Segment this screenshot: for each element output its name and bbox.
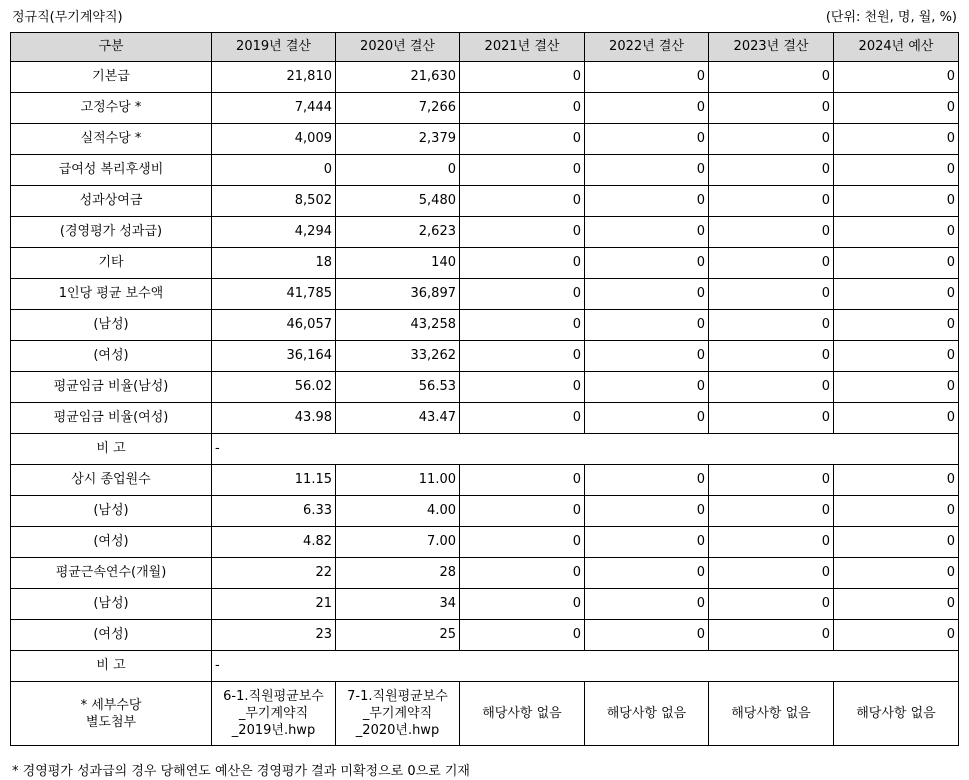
- value-cell: 0: [585, 124, 709, 155]
- value-cell: 36,897: [336, 279, 460, 310]
- value-cell: 7,444: [212, 93, 336, 124]
- row-label: 고정수당 *: [11, 93, 212, 124]
- file-name-line: 7-1.직원평균보수: [347, 689, 448, 704]
- row-label: (남성): [11, 589, 212, 620]
- value-cell: 0: [709, 589, 834, 620]
- value-cell: 4.82: [212, 527, 336, 558]
- value-cell: 0: [585, 496, 709, 527]
- attachment-none: 해당사항 없음: [585, 682, 709, 746]
- value-cell: 0: [709, 279, 834, 310]
- value-cell: 0: [709, 620, 834, 651]
- value-cell: 0: [585, 217, 709, 248]
- value-cell: 6.33: [212, 496, 336, 527]
- note-row: [11, 434, 959, 465]
- row-label: 비 고: [11, 651, 212, 682]
- value-cell: 0: [834, 465, 959, 496]
- value-cell: 0: [460, 279, 585, 310]
- row-label: 1인당 평균 보수액: [11, 279, 212, 310]
- table-row: [11, 372, 959, 403]
- value-cell: 0: [585, 186, 709, 217]
- value-cell: 0: [585, 155, 709, 186]
- value-cell: 0: [585, 465, 709, 496]
- value-cell: 0: [834, 496, 959, 527]
- value-cell: 2,623: [336, 217, 460, 248]
- table-row: [11, 310, 959, 341]
- value-cell: 18: [212, 248, 336, 279]
- table-row: [11, 620, 959, 651]
- row-label: 실적수당 *: [11, 124, 212, 155]
- value-cell: 0: [834, 93, 959, 124]
- table-row: [11, 186, 959, 217]
- value-cell: 0: [460, 217, 585, 248]
- value-cell: 0: [834, 124, 959, 155]
- file-name-line: 6-1.직원평균보수: [223, 689, 324, 704]
- value-cell: 0: [585, 62, 709, 93]
- value-cell: 0: [585, 248, 709, 279]
- row-label: (남성): [11, 310, 212, 341]
- attachment-file-2019[interactable]: [212, 682, 336, 746]
- value-cell: 4,294: [212, 217, 336, 248]
- value-cell: 0: [460, 341, 585, 372]
- value-cell: 0: [460, 558, 585, 589]
- value-cell: 0: [585, 558, 709, 589]
- value-cell: 0: [834, 279, 959, 310]
- row-label: (남성): [11, 496, 212, 527]
- table-row: [11, 279, 959, 310]
- value-cell: 0: [709, 310, 834, 341]
- header-row: [11, 33, 959, 62]
- value-cell: 11.15: [212, 465, 336, 496]
- value-cell: 0: [460, 496, 585, 527]
- value-cell: 0: [585, 403, 709, 434]
- row-label: (여성): [11, 341, 212, 372]
- table-row: [11, 217, 959, 248]
- value-cell: 0: [709, 217, 834, 248]
- value-cell: 36,164: [212, 341, 336, 372]
- header-category: 구분: [11, 33, 212, 62]
- header-2022: 2022년 결산: [585, 33, 709, 62]
- value-cell: 0: [834, 589, 959, 620]
- page-title: 정규직(무기계약직): [12, 10, 123, 25]
- file-name-line: _무기계약직: [238, 706, 309, 721]
- value-cell: 0: [709, 248, 834, 279]
- table-row: [11, 124, 959, 155]
- value-cell: 8,502: [212, 186, 336, 217]
- value-cell: 0: [709, 403, 834, 434]
- value-cell: 46,057: [212, 310, 336, 341]
- value-cell: 28: [336, 558, 460, 589]
- attachment-label-line2: 별도첨부: [85, 714, 137, 730]
- note-cell: -: [212, 434, 959, 465]
- row-label: 비 고: [11, 434, 212, 465]
- value-cell: 0: [834, 558, 959, 589]
- value-cell: 43.47: [336, 403, 460, 434]
- attachment-label-line1: * 세부수당: [80, 697, 142, 713]
- value-cell: 0: [834, 341, 959, 372]
- row-label: (경영평가 성과급): [11, 217, 212, 248]
- table-row: [11, 589, 959, 620]
- attachment-label: [11, 682, 212, 746]
- salary-table: [10, 32, 959, 746]
- value-cell: 41,785: [212, 279, 336, 310]
- value-cell: 0: [834, 217, 959, 248]
- value-cell: 0: [709, 465, 834, 496]
- value-cell: 0: [709, 341, 834, 372]
- value-cell: 22: [212, 558, 336, 589]
- value-cell: 0: [212, 155, 336, 186]
- row-label: 기본급: [11, 62, 212, 93]
- row-label: 급여성 복리후생비: [11, 155, 212, 186]
- row-label: 성과상여금: [11, 186, 212, 217]
- value-cell: 7,266: [336, 93, 460, 124]
- attachment-none: 해당사항 없음: [460, 682, 585, 746]
- value-cell: 0: [709, 93, 834, 124]
- value-cell: 34: [336, 589, 460, 620]
- value-cell: 0: [709, 124, 834, 155]
- table-row: [11, 62, 959, 93]
- value-cell: 21,630: [336, 62, 460, 93]
- row-label: 상시 종업원수: [11, 465, 212, 496]
- row-label: 평균임금 비율(여성): [11, 403, 212, 434]
- value-cell: 0: [709, 372, 834, 403]
- value-cell: 0: [585, 527, 709, 558]
- file-name-line: _2020년.hwp: [355, 723, 440, 738]
- value-cell: 0: [709, 558, 834, 589]
- table-row: [11, 248, 959, 279]
- value-cell: 4,009: [212, 124, 336, 155]
- value-cell: 21: [212, 589, 336, 620]
- table-row: [11, 496, 959, 527]
- value-cell: 0: [460, 93, 585, 124]
- value-cell: 0: [834, 310, 959, 341]
- value-cell: 56.02: [212, 372, 336, 403]
- value-cell: 0: [834, 248, 959, 279]
- value-cell: 0: [460, 620, 585, 651]
- value-cell: 0: [460, 155, 585, 186]
- value-cell: 0: [585, 620, 709, 651]
- note-row: [11, 651, 959, 682]
- header-2023: 2023년 결산: [709, 33, 834, 62]
- value-cell: 7.00: [336, 527, 460, 558]
- row-label: 평균임금 비율(남성): [11, 372, 212, 403]
- table-row: [11, 341, 959, 372]
- value-cell: 0: [834, 372, 959, 403]
- value-cell: 11.00: [336, 465, 460, 496]
- header-2020: 2020년 결산: [336, 33, 460, 62]
- value-cell: 25: [336, 620, 460, 651]
- row-label: 평균근속연수(개월): [11, 558, 212, 589]
- row-label: 기타: [11, 248, 212, 279]
- value-cell: 0: [585, 310, 709, 341]
- table-row: [11, 465, 959, 496]
- value-cell: 0: [834, 155, 959, 186]
- file-name-line: _2019년.hwp: [231, 723, 316, 738]
- value-cell: 0: [460, 310, 585, 341]
- value-cell: 0: [834, 620, 959, 651]
- header-2024: 2024년 예산: [834, 33, 959, 62]
- value-cell: 0: [709, 527, 834, 558]
- attachment-none: 해당사항 없음: [834, 682, 959, 746]
- value-cell: 0: [336, 155, 460, 186]
- value-cell: 0: [460, 403, 585, 434]
- value-cell: 43,258: [336, 310, 460, 341]
- table-row: [11, 155, 959, 186]
- value-cell: 0: [834, 62, 959, 93]
- value-cell: 33,262: [336, 341, 460, 372]
- attachment-none: 해당사항 없음: [709, 682, 834, 746]
- value-cell: 2,379: [336, 124, 460, 155]
- value-cell: 0: [460, 527, 585, 558]
- note-cell: -: [212, 651, 959, 682]
- value-cell: 56.53: [336, 372, 460, 403]
- value-cell: 23: [212, 620, 336, 651]
- table-row: [11, 527, 959, 558]
- value-cell: 0: [709, 155, 834, 186]
- value-cell: 43.98: [212, 403, 336, 434]
- footnote: * 경영평가 성과급의 경우 당해연도 예산은 경영평가 결과 미확정으로 0으로 기재: [12, 764, 470, 779]
- value-cell: 0: [834, 403, 959, 434]
- value-cell: 0: [709, 496, 834, 527]
- value-cell: 0: [709, 186, 834, 217]
- attachment-row: [11, 682, 959, 746]
- value-cell: 0: [585, 589, 709, 620]
- header-2019: 2019년 결산: [212, 33, 336, 62]
- value-cell: 0: [585, 341, 709, 372]
- row-label: (여성): [11, 620, 212, 651]
- table-row: [11, 558, 959, 589]
- value-cell: 0: [834, 527, 959, 558]
- file-name-line: _무기계약직: [362, 706, 433, 721]
- table-row: [11, 403, 959, 434]
- value-cell: 0: [460, 124, 585, 155]
- attachment-file-2020[interactable]: [336, 682, 460, 746]
- value-cell: 0: [460, 465, 585, 496]
- value-cell: 0: [709, 62, 834, 93]
- value-cell: 21,810: [212, 62, 336, 93]
- value-cell: 0: [460, 589, 585, 620]
- value-cell: 0: [460, 248, 585, 279]
- value-cell: 0: [585, 93, 709, 124]
- header-2021: 2021년 결산: [460, 33, 585, 62]
- value-cell: 0: [585, 372, 709, 403]
- row-label: (여성): [11, 527, 212, 558]
- value-cell: 0: [585, 279, 709, 310]
- value-cell: 140: [336, 248, 460, 279]
- unit-note: (단위: 천원, 명, 월, %): [825, 10, 957, 25]
- table-row: [11, 93, 959, 124]
- value-cell: 4.00: [336, 496, 460, 527]
- value-cell: 0: [460, 186, 585, 217]
- value-cell: 0: [460, 372, 585, 403]
- value-cell: 0: [834, 186, 959, 217]
- value-cell: 5,480: [336, 186, 460, 217]
- value-cell: 0: [460, 62, 585, 93]
